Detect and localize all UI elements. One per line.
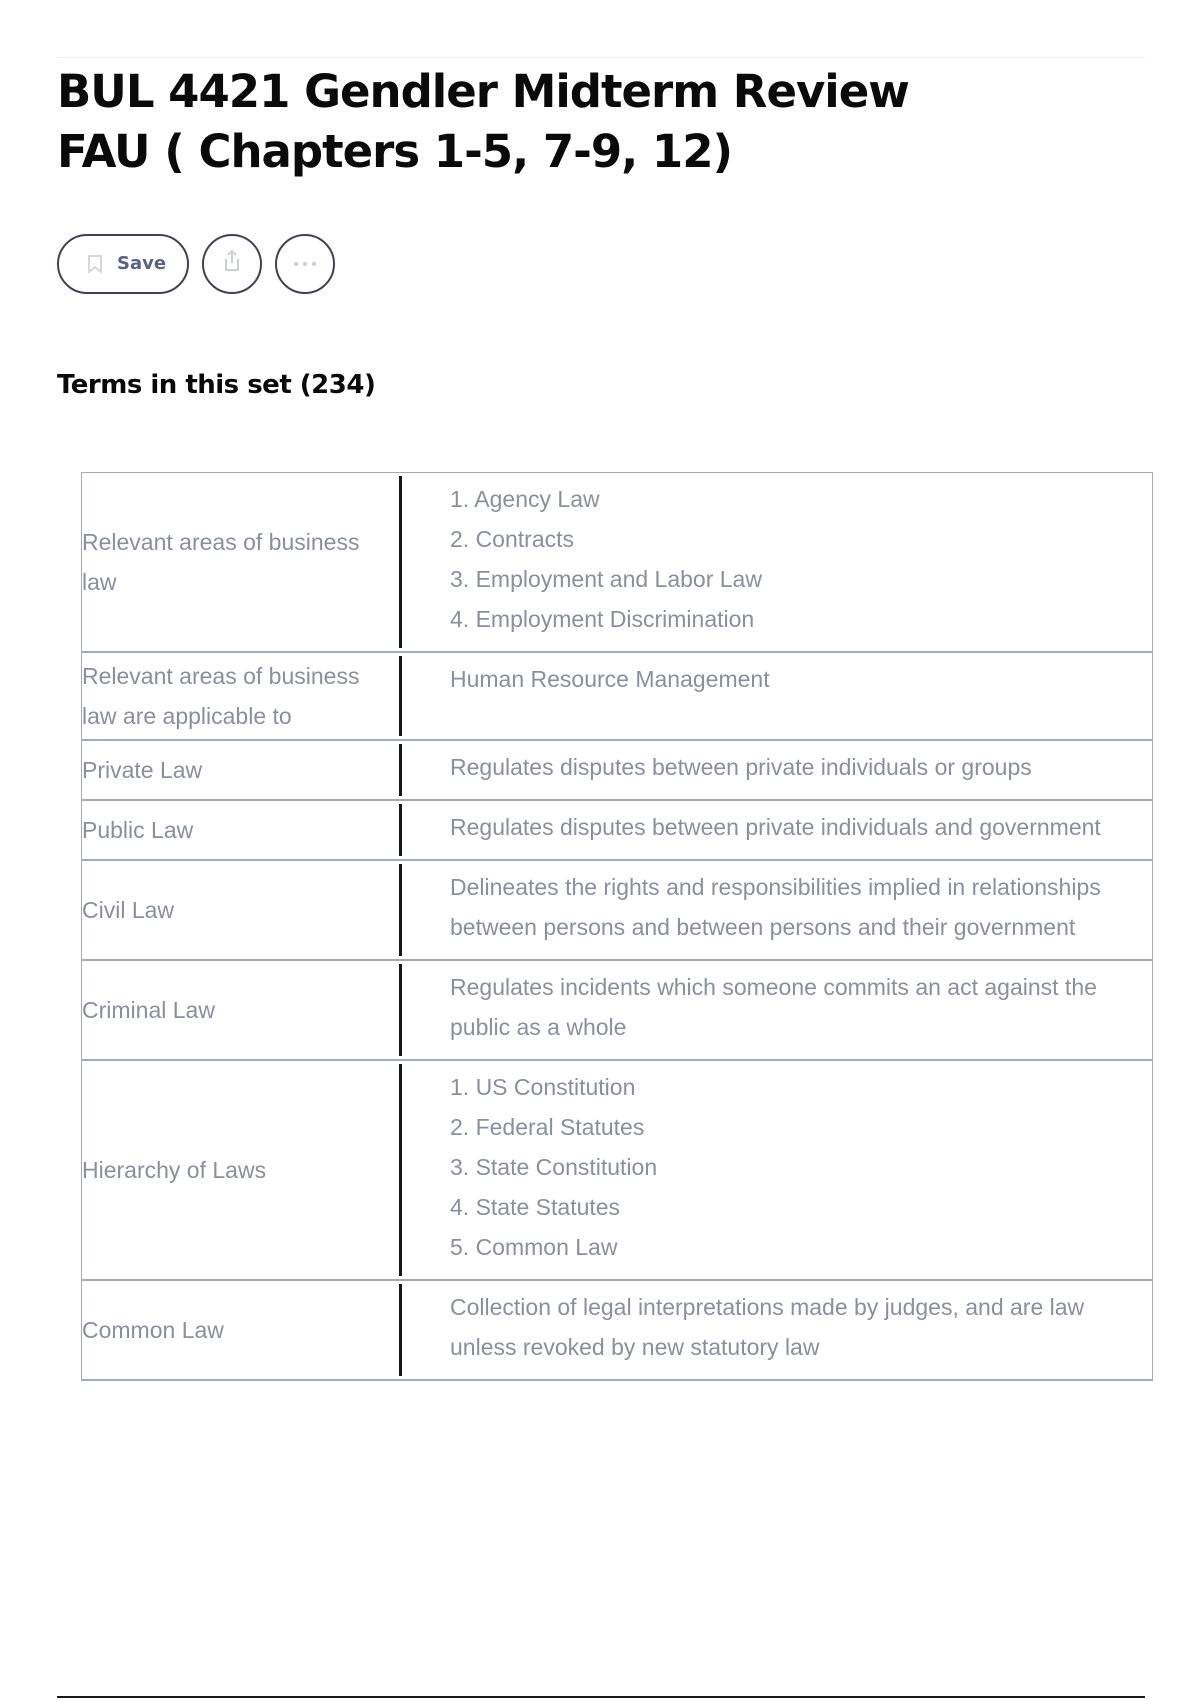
definition-line: 3. State Constitution — [450, 1154, 658, 1180]
term-row — [82, 1061, 1152, 1281]
definition-text — [402, 741, 1152, 799]
definition-line: Delineates the rights and responsibilities implied in relationships between persons and between persons and their government — [450, 874, 1101, 940]
term-text: Private Law — [82, 744, 402, 796]
definition-text — [402, 861, 1152, 959]
definition-text — [402, 961, 1152, 1059]
share-button[interactable] — [202, 234, 262, 294]
top-divider — [57, 57, 1145, 58]
save-label: Save — [117, 253, 167, 274]
save-button[interactable] — [57, 234, 189, 294]
definition-line: Regulates disputes between private individuals and government — [450, 814, 1101, 840]
definition-text — [402, 653, 1152, 739]
definition-line: 3. Employment and Labor Law — [450, 566, 762, 592]
more-options-button[interactable] — [275, 234, 335, 294]
definition-text — [402, 1281, 1152, 1379]
terms-table — [81, 472, 1153, 1381]
term-text: Public Law — [82, 804, 402, 856]
term-row — [82, 473, 1152, 653]
definition-line: Regulates disputes between private individuals or groups — [450, 754, 1032, 780]
term-row — [82, 653, 1152, 741]
definition-line: 4. State Statutes — [450, 1194, 621, 1220]
definition-text — [402, 473, 1152, 651]
action-bar — [57, 233, 335, 294]
more-horizontal-icon — [292, 255, 318, 273]
page-title: BUL 4421 Gendler Midterm Review FAU ( Chapters 1-5, 7-9, 12) — [57, 65, 909, 178]
definition-text — [402, 1061, 1152, 1279]
bookmark-icon — [87, 255, 103, 273]
definition-line: 2. Contracts — [450, 526, 574, 552]
bottom-divider — [57, 1696, 1145, 1698]
term-text: Relevant areas of business law — [82, 476, 402, 648]
definition-line: Regulates incidents which someone commits an act against the public as a whole — [450, 974, 1097, 1040]
term-text: Criminal Law — [82, 964, 402, 1056]
definition-line: 1. US Constitution — [450, 1074, 636, 1100]
definition-line: 4. Employment Discrimination — [450, 606, 755, 632]
term-text: Relevant areas of business law are applicable to — [82, 656, 402, 736]
share-icon — [219, 248, 245, 279]
definition-line: 2. Federal Statutes — [450, 1114, 645, 1140]
definition-line: Human Resource Management — [450, 666, 770, 692]
term-text: Common Law — [82, 1284, 402, 1376]
term-row — [82, 801, 1152, 861]
term-row — [82, 741, 1152, 801]
definition-text — [402, 801, 1152, 859]
definition-line: 1. Agency Law — [450, 486, 600, 512]
terms-count-heading: Terms in this set (234) — [57, 370, 376, 400]
definition-line: Collection of legal interpretations made by judges, and are law unless revoked by new statutory law — [450, 1294, 1085, 1360]
term-row — [82, 961, 1152, 1061]
term-text: Civil Law — [82, 864, 402, 956]
definition-line: 5. Common Law — [450, 1234, 618, 1260]
term-row — [82, 1281, 1152, 1381]
term-row — [82, 861, 1152, 961]
term-text: Hierarchy of Laws — [82, 1064, 402, 1276]
